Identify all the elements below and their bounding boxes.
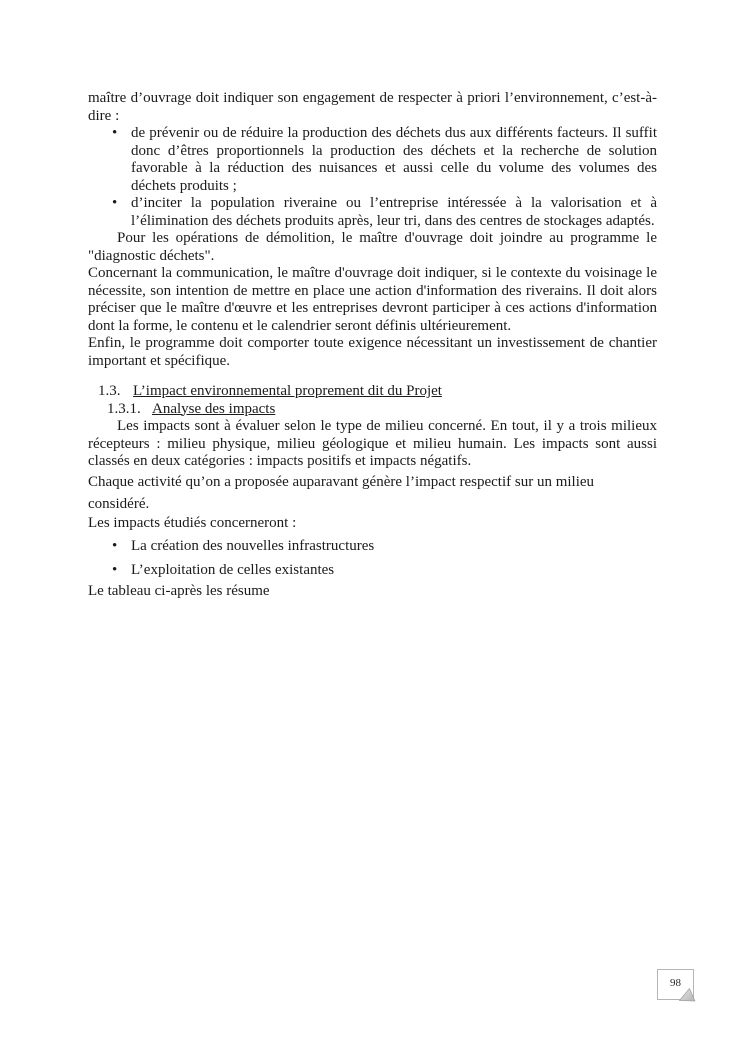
bullet-icon: •	[112, 538, 118, 554]
paragraph-chaque-line1: Chaque activité qu’on a proposée auparavant génère l’impact respectif sur un milieu	[88, 473, 595, 490]
paragraph-chaque-activite	[88, 471, 657, 515]
bullet-icon: •	[112, 125, 118, 141]
page-number-box	[657, 969, 694, 1000]
section-title: Analyse des impacts	[152, 400, 276, 417]
list-item	[112, 125, 657, 195]
paragraph-concerneront: Les impacts étudiés concerneront :	[88, 514, 297, 531]
paragraph-impacts: Les impacts sont à évaluer selon le type de milieu concerné. En tout, il y a trois milieux récepteurs : milieu physique, milieu géologique et milieu humain. Les impacts sont aussi classés en deux catégories : impacts positifs et impacts négatifs.	[88, 418, 657, 469]
bullet-icon: •	[112, 561, 118, 578]
content-area	[88, 90, 657, 601]
list-item-text: d’inciter la population riveraine ou l’entreprise intéressée à la valorisation et à l’élimination des déchets produits après, leur tri, dans des centres de stockages adaptés.	[131, 195, 657, 229]
paragraph-chaque-line2: considéré.	[88, 495, 150, 512]
list-item	[112, 538, 657, 556]
list-item	[112, 195, 657, 230]
paragraph-tableau: Le tableau ci-après les résume	[88, 583, 270, 599]
list-item	[112, 561, 657, 580]
list-item-text: L’exploitation de celles existantes	[131, 561, 335, 578]
paragraph-demolition: Pour les opérations de démolition, le maître d'ouvrage doit joindre au programme le "diagnostic déchets".	[88, 230, 657, 264]
bullet-list-impacts	[88, 538, 657, 579]
section-number: 1.3.	[98, 383, 121, 399]
section-heading-1-3-1	[88, 401, 657, 419]
list-item-text: La création des nouvelles infrastructures	[131, 538, 375, 554]
section-title: L’impact environnemental proprement dit du Projet	[133, 383, 442, 399]
paragraph-intro	[88, 90, 657, 125]
paragraph-enfin: Enfin, le programme doit comporter toute exigence nécessitant un investissement de chantier important et spécifique.	[88, 335, 657, 369]
paragraph-intro-line1: maître d’ouvrage doit indiquer son engagement de respecter à priori l’environnement, c’est-à-	[88, 90, 657, 106]
bullet-icon: •	[112, 195, 118, 211]
bullet-list-dechets	[88, 125, 657, 230]
paragraph-intro-line2: dire :	[88, 107, 120, 124]
folded-corner-icon	[679, 987, 696, 1002]
page-number: 98	[670, 977, 681, 989]
list-item-text: de prévenir ou de réduire la production des déchets dus aux différents facteurs. Il suffit donc d’êtres proportionnels la production des déchets et la recherche de solution favorable à la réduction des nuisances et aussi celle du volume des volumes des déchets produits ;	[131, 125, 657, 194]
paragraph-communication: Concernant la communication, le maître d'ouvrage doit indiquer, si le contexte du voisinage le nécessite, son intention de mettre en place une action d'information des riverains. Il doit alors préciser que le maître d'œuvre et les entreprises devront participer à ces actions d'information dont la forme, le contenu et le calendrier seront définis ultérieurement.	[88, 265, 657, 334]
section-number: 1.3.1.	[107, 400, 141, 417]
section-heading-1-3	[88, 383, 657, 401]
